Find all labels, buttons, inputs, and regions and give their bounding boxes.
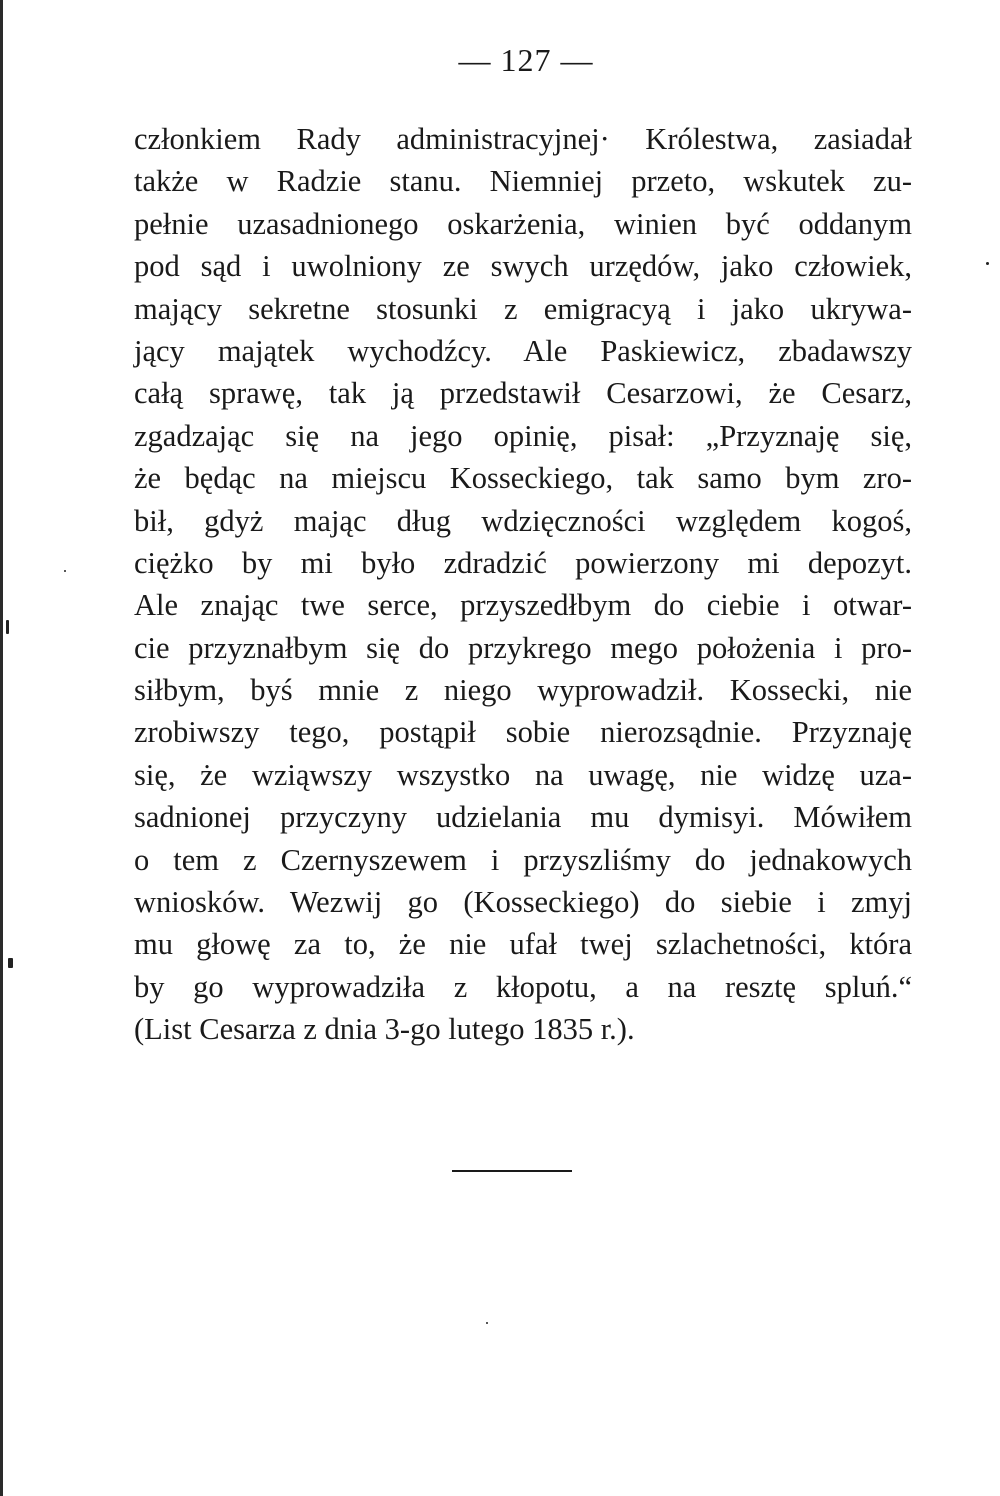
body-text — [134, 118, 912, 1051]
text-line: się, że wziąwszy wszystko na uwagę, nie widzę uza- — [134, 757, 912, 792]
text-line: mający sekretne stosunki z emigracyą i jako ukrywa- — [134, 291, 912, 326]
text-line: zrobiwszy tego, postąpił sobie nierozsądnie. Przyznaję — [134, 715, 912, 750]
text-line: sadnionej przyczyny udzielania mu dymisyi. Mówiłem — [134, 800, 912, 835]
text-line: mu głowę za to, że nie ufał twej szlachetności, która — [134, 927, 912, 962]
scan-speck — [6, 620, 9, 634]
text-line: o tem z Czernyszewem i przyszliśmy do jednakowych — [134, 842, 912, 877]
text-line: cie przyznałbym się do przykrego mego położenia i pro- — [134, 630, 912, 665]
scan-speck — [8, 958, 13, 968]
text-line: bił, gdyż mając dług wdzięczności względem kogoś, — [134, 503, 912, 538]
section-separator — [452, 1170, 572, 1172]
text-line: zgadzając się na jego opinię, pisał: „Przyznaję się, — [134, 418, 912, 453]
scan-speck — [486, 1322, 488, 1324]
page-edge-shadow — [0, 0, 3, 1496]
text-line: by go wyprowadziła z kłopotu, a na resztę spluń.“ — [134, 969, 912, 1004]
text-line: jący majątek wychodźcy. Ale Paskiewicz, zbadawszy — [134, 333, 912, 368]
text-line: pod sąd i uwolniony ze swych urzędów, jako człowiek, — [134, 249, 912, 284]
text-line: wniosków. Wezwij go (Kosseckiego) do siebie i zmyj — [134, 885, 912, 920]
text-line: pełnie uzasadnionego oskarżenia, winien być oddanym — [134, 206, 912, 241]
text-line: ciężko by mi było zdradzić powierzony mi depozyt. — [134, 545, 912, 580]
page-number: — 127 — — [458, 42, 594, 78]
scan-speck — [64, 570, 66, 572]
text-line: siłbym, byś mnie z niego wyprowadził. Kossecki, nie — [134, 673, 912, 708]
text-line: całą sprawę, tak ją przedstawił Cesarzowi, że Cesarz, — [134, 376, 912, 411]
text-line: Ale znając twe serce, przyszedłbym do ciebie i otwar- — [134, 588, 912, 623]
text-line-last: (List Cesarza z dnia 3-go lutego 1835 r.). — [134, 1012, 635, 1047]
text-line: członkiem Rady administracyjnej· Królestwa, zasiadał — [134, 122, 912, 156]
text-line: że będąc na miejscu Kosseckiego, tak samo bym zro- — [134, 461, 912, 496]
text-line: także w Radzie stanu. Niemniej przeto, wskutek zu- — [134, 164, 912, 199]
scan-speck — [986, 262, 989, 265]
